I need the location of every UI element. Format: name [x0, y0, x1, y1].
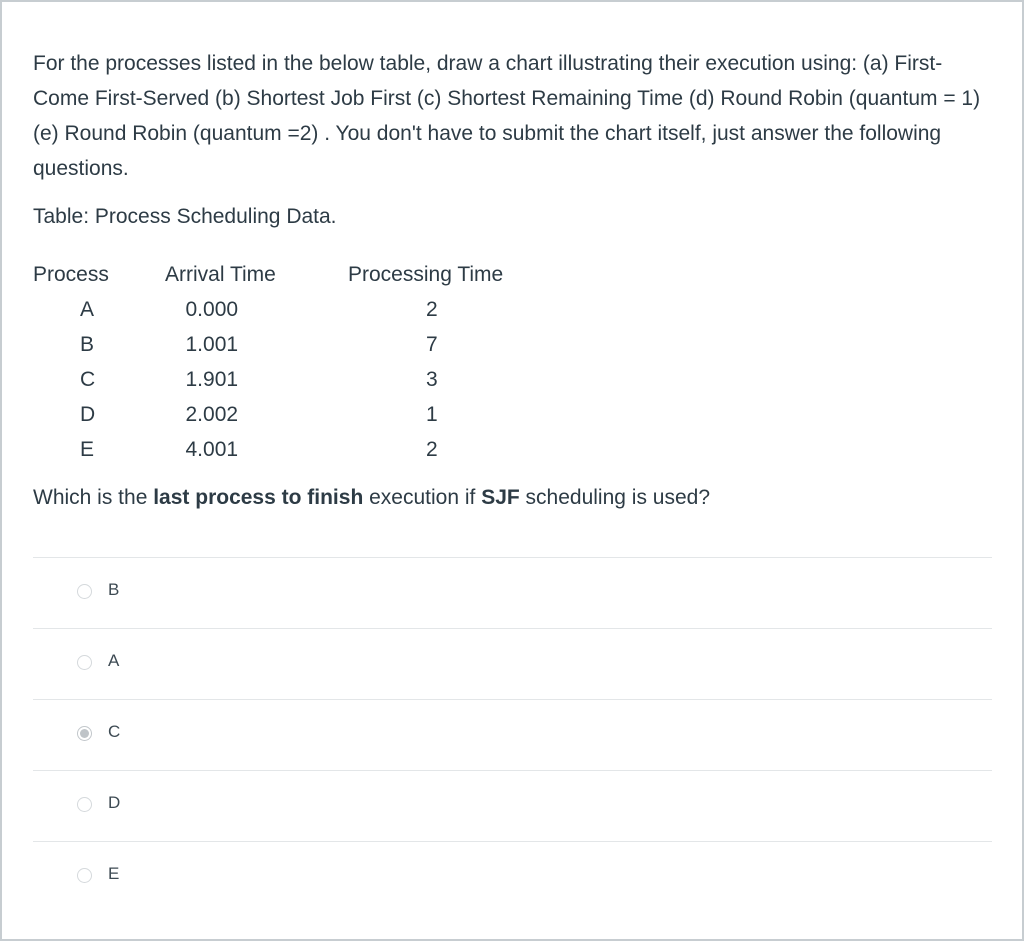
processing-value: 2 — [426, 297, 438, 321]
cell-processing — [348, 327, 518, 362]
header-process: Process — [33, 262, 109, 286]
answer-option[interactable] — [33, 841, 992, 912]
prompt-bold-1: last process to finish — [153, 486, 364, 509]
arrival-value: 0.000 — [185, 297, 239, 321]
answer-list — [33, 557, 992, 912]
cell-process — [33, 432, 143, 467]
answer-option[interactable] — [33, 699, 992, 770]
process-name: D — [80, 402, 96, 426]
cell-arrival — [143, 362, 348, 397]
processing-value: 2 — [426, 437, 438, 461]
processing-value: 3 — [426, 367, 438, 391]
cell-process — [33, 362, 143, 397]
cell-arrival — [143, 397, 348, 432]
table-caption: Table: Process Scheduling Data. — [33, 205, 337, 228]
cell-process — [33, 397, 143, 432]
prompt-part-2: execution if — [363, 486, 482, 509]
answer-label[interactable]: E — [108, 864, 120, 883]
header-processing-time-label: Processing Time — [348, 262, 504, 286]
header-arrival-time-label: Arrival Time — [165, 262, 276, 286]
header-processing-time — [348, 257, 518, 292]
answer-option[interactable] — [33, 770, 992, 841]
table-row — [33, 432, 518, 467]
arrival-value: 4.001 — [185, 437, 239, 461]
radio-button[interactable] — [77, 584, 92, 599]
process-name: E — [80, 437, 95, 461]
processing-value: 7 — [426, 332, 438, 356]
radio-button[interactable] — [77, 797, 92, 812]
answer-label[interactable]: B — [108, 580, 120, 599]
table-row — [33, 327, 518, 362]
answer-label[interactable]: D — [108, 793, 121, 812]
cell-processing — [348, 292, 518, 327]
cell-arrival — [143, 292, 348, 327]
arrival-value: 2.002 — [185, 402, 239, 426]
arrival-value: 1.001 — [185, 332, 239, 356]
radio-button-selected[interactable] — [77, 726, 92, 741]
cell-process — [33, 292, 143, 327]
radio-button[interactable] — [77, 655, 92, 670]
processing-value: 1 — [426, 402, 438, 426]
answer-option[interactable] — [33, 557, 992, 628]
table-header-row — [33, 257, 518, 292]
process-name: C — [80, 367, 96, 391]
process-name: A — [80, 297, 95, 321]
cell-process — [33, 327, 143, 362]
answer-label[interactable]: A — [108, 651, 120, 670]
cell-arrival — [143, 432, 348, 467]
cell-processing — [348, 432, 518, 467]
prompt-part-3: scheduling is used? — [519, 486, 710, 509]
process-name: B — [80, 332, 95, 356]
radio-button[interactable] — [77, 868, 92, 883]
header-arrival-time — [143, 257, 348, 292]
table-row — [33, 362, 518, 397]
cell-processing — [348, 397, 518, 432]
prompt-bold-2: SJF — [481, 486, 520, 509]
question-prompt — [33, 486, 710, 510]
answer-label[interactable]: C — [108, 722, 121, 741]
answer-option[interactable] — [33, 628, 992, 699]
table-row — [33, 292, 518, 327]
arrival-value: 1.901 — [185, 367, 239, 391]
table-row — [33, 397, 518, 432]
question-text: For the processes listed in the below table, draw a chart illustrating their execution using: (a) First-Come First-Served (b) Shortest Job First (c) Shortest Remaining Time (d) Round Robin (quantum = 1) (e) Round Robin (quantum =2) . You don't have to submit the chart itself, just answer the following questions. — [33, 52, 981, 180]
prompt-part-1: Which is the — [33, 486, 154, 509]
cell-processing — [348, 362, 518, 397]
scheduling-table — [33, 257, 518, 467]
cell-arrival — [143, 327, 348, 362]
